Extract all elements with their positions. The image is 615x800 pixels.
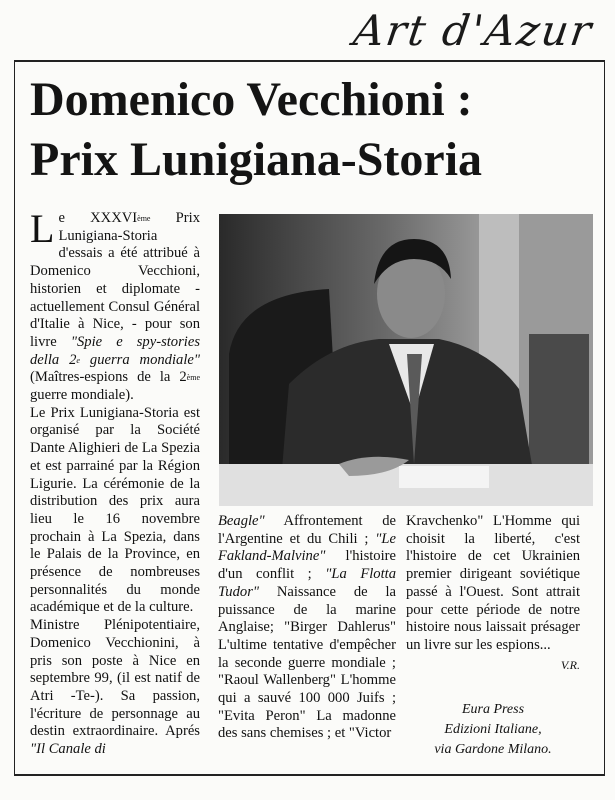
paragraph-1	[30, 206, 200, 405]
paragraph-5: Kravchenko" L'Homme qui choisit la liberté, c'est l'histoire de cet Ukrainien premier dirigeant soviétique passé à l'Ouest. Sont attrait pour cette période de notre histoire nous laissait présager un livre sur les espions...	[406, 513, 580, 653]
text: (Maîtres-espions de la 2	[30, 369, 187, 386]
author-signature: V.R.	[560, 657, 580, 672]
text: guerre mondiale).	[30, 387, 134, 404]
superscript: e	[76, 355, 80, 365]
right-rule	[604, 60, 605, 774]
text: l'histoire d'un conflit ;	[218, 548, 396, 583]
superscript: ème	[137, 214, 151, 223]
top-rule	[14, 60, 605, 62]
publisher-name: Eura Press	[461, 702, 525, 718]
column-2	[218, 513, 396, 743]
book-title: "Il Canale di	[30, 741, 106, 758]
text: Affrontement de l'Argentine et du Chili ;	[218, 513, 396, 547]
paragraph-2: Le Prix Lunigiana-Storia est organisé par la Société Dante Alighieri de La Spezia et est parrainé par la Région Ligurie. La cérémonie de la distribution des prix aura lieu le 16 novembre prochain à La Spezia, dans le Palais de la Province, en présence de nombreuses personnalités du monde académique et de la culture.	[30, 404, 200, 616]
masthead: Art d'Azur	[350, 6, 597, 55]
publisher-credit	[406, 700, 580, 760]
text: Naissance de la puissance de la marine Anglaise; "Birger Dahlerus" L'ultime tentative d'empêcher la seconde guerre mondiale ; "Raoul Wallenberg" L'homme qui a sauvé 100 000 Juifs ; "Evita Peron" La madonne des sans chemises ; et "Victor	[218, 583, 396, 742]
paragraph-3	[30, 617, 200, 759]
text: e XXXVI	[58, 210, 138, 226]
superscript: ème	[186, 373, 200, 383]
text: Ministre Plénipotentiaire, Domenico Vecchionini, à pris son poste à Nice en septembre 99, (il est natif de Atri -Te-). Sa passion, l'écriture de personnage au destin extraordinaire. Aprés	[30, 617, 200, 740]
left-rule	[14, 60, 15, 774]
headline-line-1: Domenico Vecchioni :	[30, 73, 473, 126]
text: guerra mondiale"	[79, 351, 200, 368]
drop-cap: L	[30, 206, 55, 251]
portrait-photo	[219, 214, 593, 506]
book-title: "La Flotta Tudor"	[218, 566, 396, 600]
book-title: Beagle"	[218, 513, 265, 529]
publisher-line: Edizioni Italiane,	[444, 722, 542, 738]
text: "Spie e spy-stories della 2	[30, 333, 200, 368]
paragraph-4	[218, 513, 396, 743]
book-title: "Le Fakland-Malvine"	[218, 530, 396, 565]
headline-line-2: Prix Lunigiana-Storia	[30, 133, 483, 186]
column-1	[30, 206, 200, 759]
bottom-rule	[14, 774, 605, 776]
publisher-address: via Gardone Milano.	[434, 742, 552, 758]
column-3	[406, 513, 580, 760]
headline	[30, 70, 590, 190]
text: Prix Lunigiana-Storia d'essais a été attribué à Domenico Vecchioni, historien et diplomate -actuellement Consul Général d'Italie à Nice, - pour son livre	[30, 210, 200, 350]
portrait-illustration	[219, 214, 593, 506]
